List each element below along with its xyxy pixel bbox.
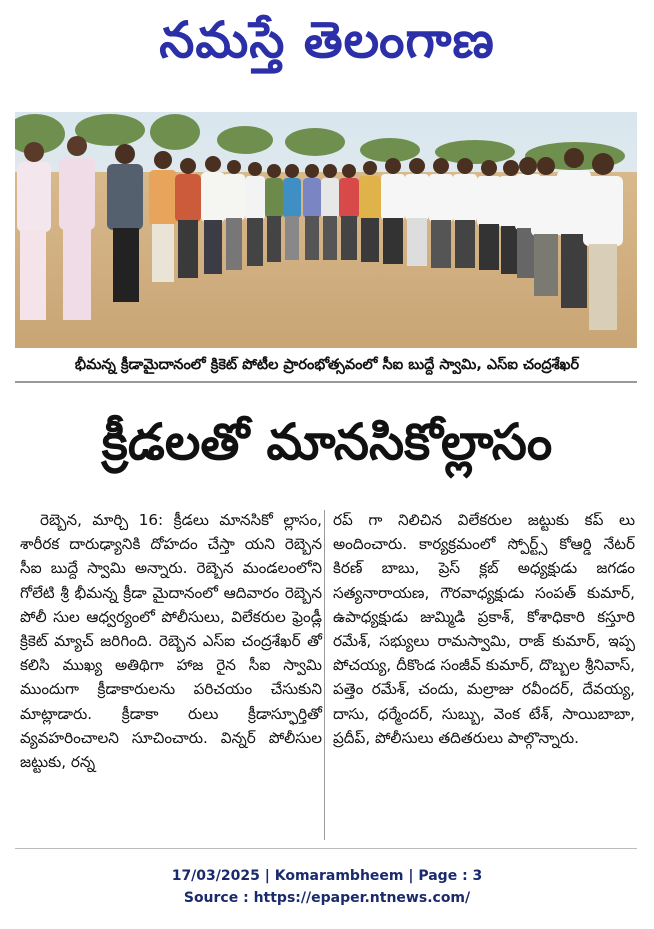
caption-divider (15, 381, 637, 383)
article-headline: క్రీడలతో మానసికోల్లాసం (101, 413, 553, 471)
newspaper-masthead: నమస్తే తెలంగాణ (159, 11, 495, 69)
source-link[interactable]: Source : https://epaper.ntnews.com/ (183, 890, 471, 906)
photo-caption: భీమన్న క్రీడామైదానంలో క్రికెట్ పోటీల ప్రారంభోత్సవంలో సీఐ బుద్దే స్వామి, ఎస్ఐ చంద్రశేఖర్ (74, 357, 580, 373)
edition-info: 17/03/2025 | Komarambheem | Page : 3 (171, 868, 483, 884)
group-photo-image (15, 112, 637, 348)
group-photo (15, 112, 637, 348)
footer-divider (15, 848, 637, 849)
column-divider (324, 510, 325, 840)
article-text-left: రెబ్బెన, మార్చి 16: క్రీడలు మానసికో ల్లాసం, శారీరక దారుఢ్యానికి దోహదం చేస్తా యని రెబ్బెన సీఐ బుద్దే స్వామి అన్నారు. రెబ్బెన మండలంలోని గోలేటి శ్రీ భీమన్న క్రీడా మైదానంలో ఆదివారం రెబ్బెన పోలీ సుల ఆధ్వర్యంలో పోలీసులు, విలేకరుల ఫ్రెండ్లీ క్రికెట్ మ్యాచ్ జరిగింది. రెబ్బెన ఎస్ఐ చంద్రశేఖర్ తో కలిసి ముఖ్య అతిథిగా హాజ రైన సీఐ స్వామి ముందుగా క్రీడాకారులను పరిచయం చేసుకుని మాట్లాడారు. క్రీడాకా రులు క్రీడాస్ఫూర్తితో వ్యవహరించాలని సూచించారు. విన్నర్ పోలీసుల జట్టుకు, రన్న (20, 511, 322, 772)
article-text-right: రప్ గా నిలిచిన విలేకరుల జట్టుకు కప్ లు అందించారు. కార్యక్రమంలో స్పోర్ట్స్ కోఆర్డి నేటర్ కిరణ్ బాబు, ప్రెస్ క్లబ్ అధ్యక్షుడు జగడం సత్యనారాయణ, గౌరవాధ్యక్షుడు సంపత్ కుమార్, ఉపాధ్యక్షుడు జుమ్మిడి ప్రకాశ్, కోశాధికారి కస్తూరి రమేశ్, సభ్యులు రామస్వామి, రాజ్ కుమార్, ఇప్ప పోచయ్య, దీకొండ సంజీవ్ కుమార్, దొబ్బల శ్రీనివాస్, పత్తెం రమేశ్, చందు, మల్రాజు రవీందర్, దేవయ్య, దాసు, ధర్మేందర్, సుబ్బు, వెంక టేశ్, సాయిబాబా, ప్రదీప్, పోలీసులు తదితరులు పాల్గొన్నారు. (333, 511, 635, 747)
article-column-left (20, 508, 322, 774)
article-column-right (333, 508, 635, 750)
